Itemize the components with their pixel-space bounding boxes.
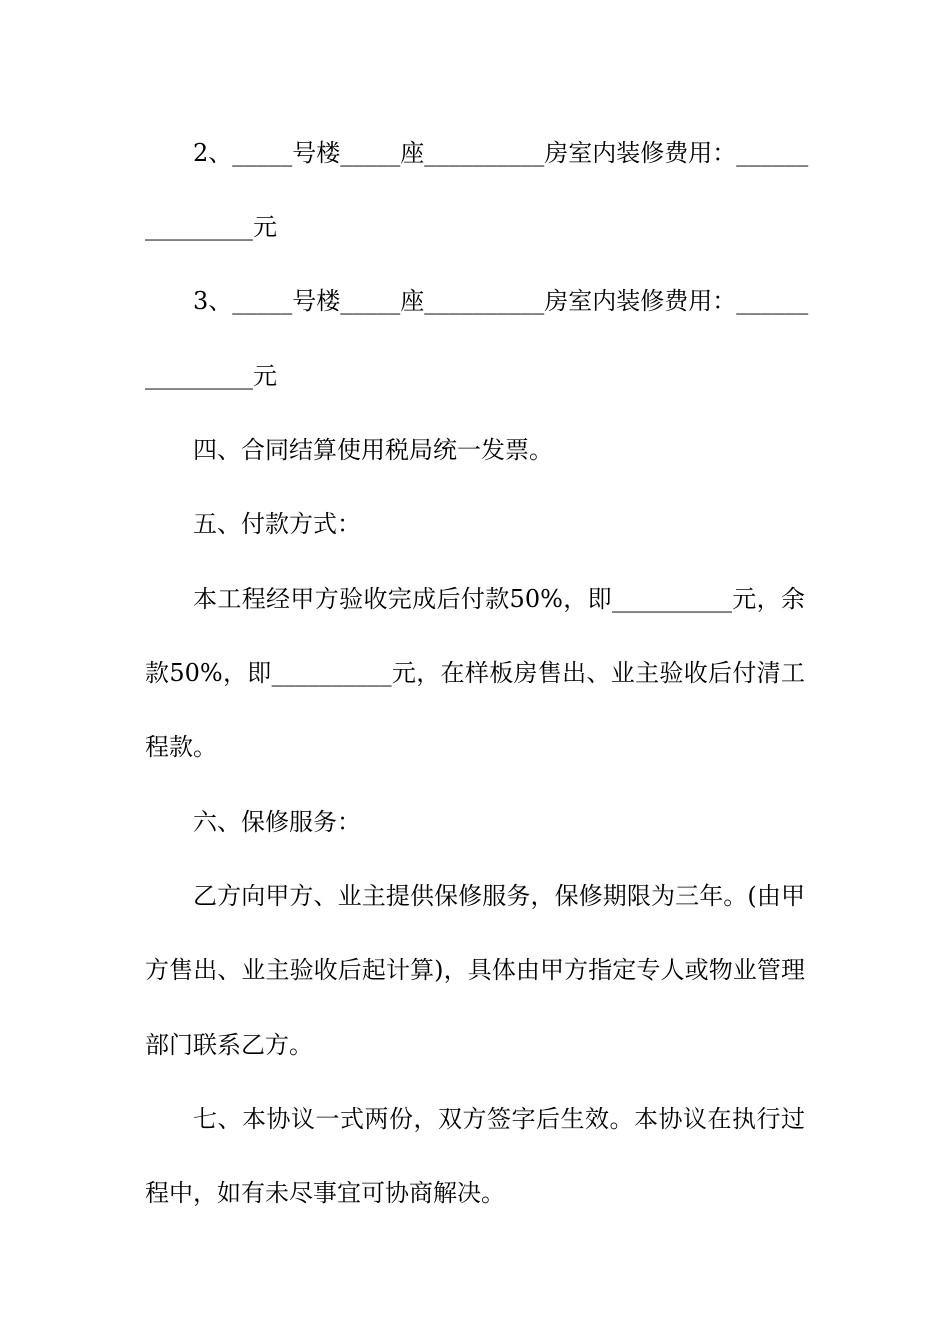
item-3-line-2: _________元 <box>145 362 277 390</box>
section-7-line-1: 七、本协议一式两份，双方签字后生效。本协议在执行过 <box>193 1105 805 1133</box>
item-2-line-1: 2、_____号楼_____座__________房室内装修费用：______ <box>193 139 809 167</box>
section-4-heading: 四、合同结算使用税局统一发票。 <box>193 436 553 464</box>
warranty-paragraph-line-1: 乙方向甲方、业主提供保修服务，保修期限为三年。(由甲 <box>193 882 805 910</box>
section-5-heading: 五、付款方式： <box>193 510 361 538</box>
item-2-line-2: _________元 <box>145 213 277 241</box>
payment-paragraph-line-2: 款50%，即__________元，在样板房售出、业主验收后付清工 <box>145 659 805 687</box>
warranty-paragraph-line-2: 方售出、业主验收后起计算)，具体由甲方指定专人或物业管理 <box>145 956 805 984</box>
payment-paragraph-line-3: 程款。 <box>145 733 217 761</box>
section-7-line-2: 程中，如有未尽事宜可协商解决。 <box>145 1179 505 1207</box>
payment-paragraph-line-1: 本工程经甲方验收完成后付款50%，即__________元，余 <box>193 585 805 613</box>
section-6-heading: 六、保修服务： <box>193 808 361 836</box>
item-3-line-1: 3、_____号楼_____座__________房室内装修费用：______ <box>193 287 809 315</box>
warranty-paragraph-line-3: 部门联系乙方。 <box>145 1031 313 1059</box>
